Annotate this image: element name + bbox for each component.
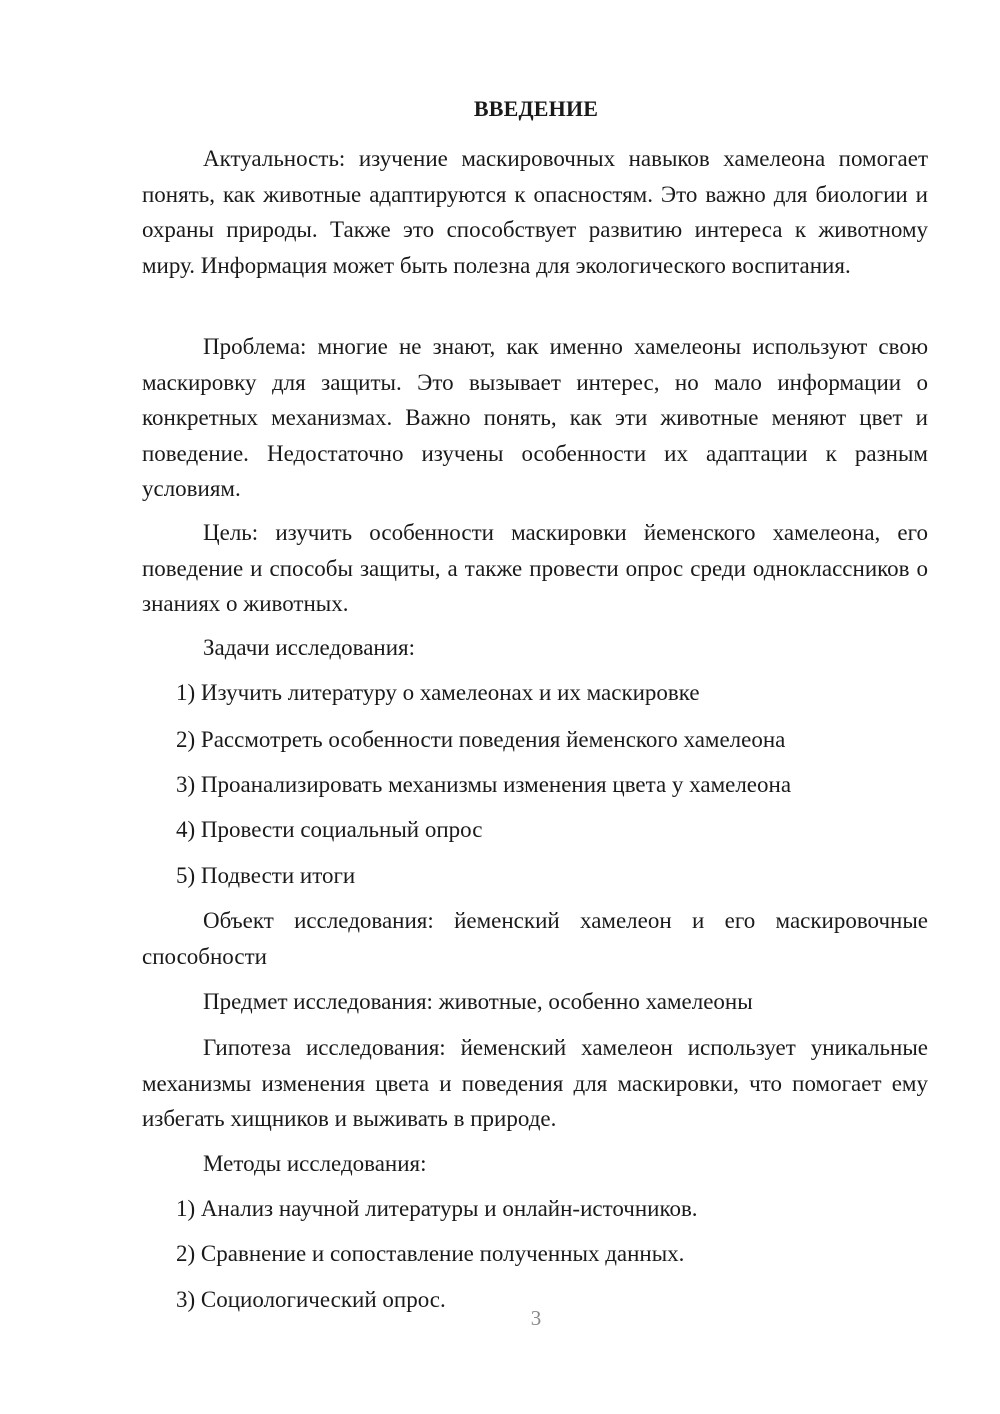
problem-text: Проблема: многие не знают, как именно хамелеоны используют свою маскировку для защиты. Это вызывает интерес, но мало информации о конкретных механизмах. Важно понять, как эти животные меняют цвет и поведение. Недостаточно изучены особенности их адаптации к разным условиям. [142,334,928,501]
subject-paragraph [142,984,928,1020]
methods-title: Методы исследования: [203,1151,427,1176]
goal-text: Цель: изучить особенности маскировки йеменского хамелеона, его поведение и способы защиты, а также провести опрос среди одноклассников о знаниях о животных. [142,520,928,616]
task-item [142,858,928,894]
task-item-text: 5) Подвести итоги [176,863,356,888]
methods-section [142,1146,928,1182]
task-item [142,675,928,711]
hypothesis-text: Гипотеза исследования: йеменский хамелеон использует уникальные механизмы изменения цвета и поведения для маскировки, что помогает ему избегать хищников и выживать в природе. [142,1035,928,1131]
page-number: 3 [530,1306,542,1330]
method-item-text: 2) Сравнение и сопоставление полученных данных. [176,1241,685,1266]
relevance-paragraph [142,141,928,283]
method-item-text: 1) Анализ научной литературы и онлайн-источников. [176,1196,698,1221]
relevance-text: Актуальность: изучение маскировочных навыков хамелеона помогает понять, как животные адаптируются к опасностям. Это важно для биологии и охраны природы. Также это способствует развитию интереса к животному миру. Информация может быть полезна для экологического воспитания. [142,146,928,278]
hypothesis-paragraph [142,1030,928,1137]
task-item [142,767,928,803]
problem-paragraph [142,329,928,507]
section-heading: ВВЕДЕНИЕ [473,96,599,121]
task-item [142,722,928,758]
object-text: Объект исследования: йеменский хамелеон и его маскировочные способности [142,908,928,969]
method-item [142,1191,928,1227]
subject-text: Предмет исследования: животные, особенно хамелеоны [203,989,753,1014]
task-item-text: 1) Изучить литературу о хамелеонах и их маскировке [176,680,700,705]
task-item-text: 4) Провести социальный опрос [176,817,483,842]
method-item-text: 3) Социологический опрос. [176,1287,446,1312]
task-item-text: 3) Проанализировать механизмы изменения цвета у хамелеона [176,772,792,797]
task-item-text: 2) Рассмотреть особенности поведения йеменского хамелеона [176,727,786,752]
method-item [142,1236,928,1272]
task-item [142,812,928,848]
tasks-section [142,630,928,666]
tasks-title: Задачи исследования: [203,635,416,660]
object-paragraph [142,903,928,974]
goal-paragraph [142,515,928,622]
